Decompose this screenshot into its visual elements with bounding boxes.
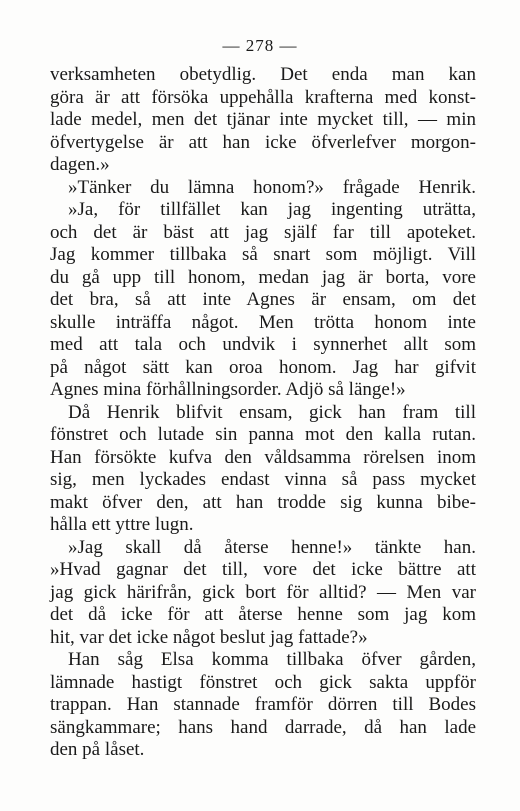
text-line: den på låset. [50, 739, 145, 760]
text-line: Han försökte kufva den våldsamma rörelsen inom [50, 446, 476, 468]
text-line: »Ja, för tillfället kan jag ingenting uträtta, [68, 199, 476, 220]
text-line: trappan. Han stannade framför dörren till Bodes [50, 694, 476, 715]
text-line: med att tala och undvik i synnerhet allt som [50, 334, 476, 355]
text-line: lämnade hastigt fönstret och gick sakta uppför [50, 671, 476, 693]
text-line: verksamheten obetydlig. Det enda man kan [50, 64, 476, 85]
text-line: hålla ett yttre lugn. [50, 514, 194, 535]
text-line: sängkammare; hans hand darrade, då han lade [50, 716, 476, 738]
text-line: det då icke för att återse henne som jag kom [50, 604, 476, 625]
text-line: det bra, så att inte Agnes är ensam, om det [50, 289, 476, 310]
text-line: fönstret och lutade sin panna mot den kalla rutan. [50, 424, 476, 445]
text-line: Agnes mina förhållningsorder. Adjö så länge!» [50, 379, 406, 400]
text-line: sig, men lyckades endast vinna så pass mycket [50, 469, 476, 490]
text-line: makt öfver den, att han trodde sig kunna bibe- [50, 491, 476, 513]
text-line: du gå upp till honom, medan jag är borta, vore [50, 266, 476, 288]
text-line: jag gick härifrån, gick bort för alltid? — Men var [50, 581, 476, 603]
page-number: — 278 — [222, 36, 298, 55]
text-line: Han såg Elsa komma tillbaka öfver gården, [68, 649, 476, 670]
text-line: »Jag skall då återse henne!» tänkte han. [68, 536, 476, 558]
text-line: på något sätt kan oroa honom. Jag har gifvit [50, 356, 476, 378]
text-line: Då Henrik blifvit ensam, gick han fram till [68, 401, 476, 423]
text-line: öfvertygelse är att han icke öfverlefver morgon- [50, 131, 476, 153]
text-line: och det är bäst att jag själf far till apoteket. [50, 221, 476, 243]
text-line: hit, var det icke något beslut jag fattade?» [50, 626, 368, 648]
text-line: »Hvad gagnar det till, vore det icke bättre att [50, 559, 476, 580]
text-line: dagen.» [50, 154, 110, 175]
text-line: »Tänker du lämna honom?» frågade Henrik. [68, 176, 476, 198]
body-text [50, 64, 476, 762]
text-line: skulle inträffa något. Men trötta honom inte [50, 311, 476, 333]
text-line: lade medel, men det tjänar inte mycket till, — min [50, 109, 476, 130]
text-line: Jag kommer tillbaka så snart som möjligt. Vill [50, 244, 476, 265]
text-line: göra är att försöka uppehålla krafterna med konst- [50, 86, 476, 108]
